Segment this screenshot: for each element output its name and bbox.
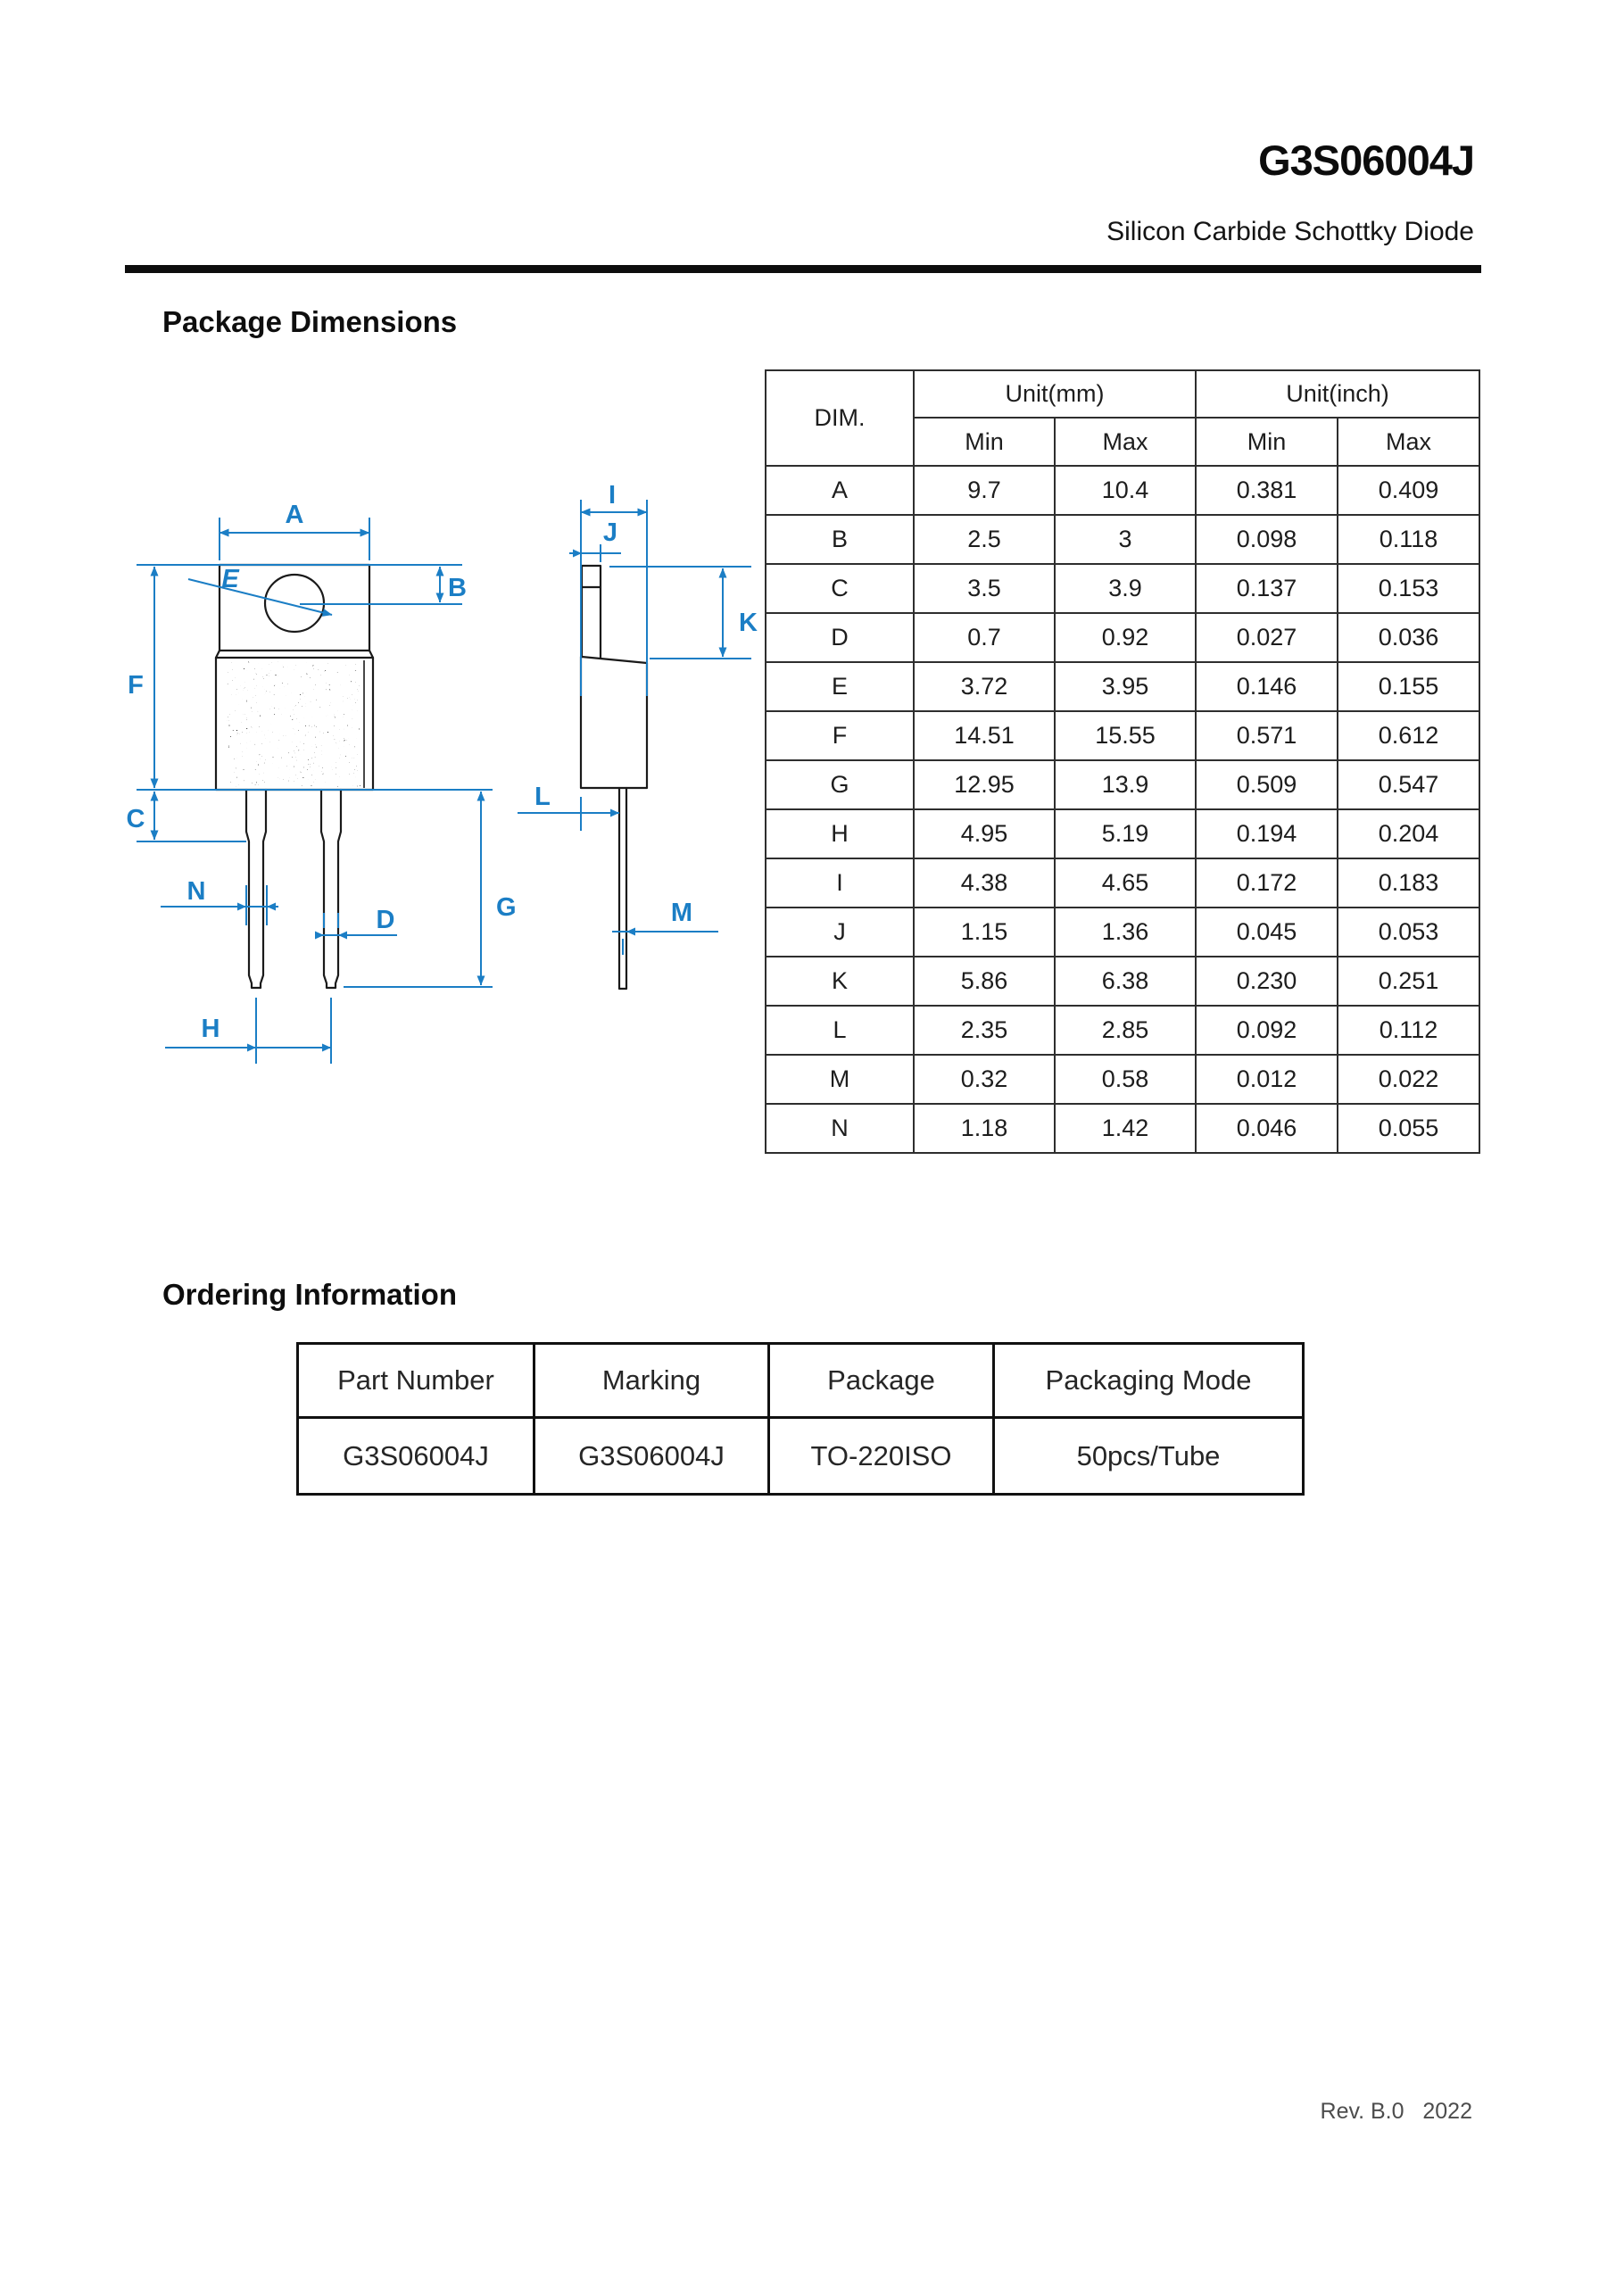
table-row (766, 809, 1479, 858)
cell-inch-max: 0.112 (1338, 1006, 1479, 1055)
table-row (766, 957, 1479, 1006)
dimensions-table (765, 369, 1480, 1154)
dim-label-j: J (602, 518, 618, 547)
dims-header-unit-mm: Unit(mm) (914, 370, 1196, 418)
cell-mm-min: 1.18 (914, 1104, 1055, 1153)
cell-inch-min: 0.012 (1196, 1055, 1338, 1104)
table-row (766, 908, 1479, 957)
cell-mm-max: 3.95 (1055, 662, 1196, 711)
dim-label-i: I (608, 482, 617, 510)
cell-inch-min: 0.137 (1196, 564, 1338, 613)
cell-inch-max: 0.036 (1338, 613, 1479, 662)
table-row (766, 1055, 1479, 1104)
cell-mm-min: 1.15 (914, 908, 1055, 957)
table-row (766, 858, 1479, 908)
ordering-header-part-number: Part Number (298, 1344, 534, 1418)
dims-header-mm-min: Min (914, 418, 1055, 466)
table-row (298, 1418, 1304, 1495)
dims-header-unit-inch: Unit(inch) (1196, 370, 1479, 418)
header-divider (125, 265, 1481, 273)
cell-dim: B (766, 515, 914, 564)
footer-revision: Rev. B.0 2022 (1320, 2099, 1472, 2124)
table-row (766, 1104, 1479, 1153)
cell-inch-min: 0.092 (1196, 1006, 1338, 1055)
ordering-table (296, 1342, 1305, 1496)
cell-mm-min: 3.5 (914, 564, 1055, 613)
cell-inch-max: 0.612 (1338, 711, 1479, 760)
cell-dim: M (766, 1055, 914, 1104)
cell-inch-max: 0.022 (1338, 1055, 1479, 1104)
cell-dim: F (766, 711, 914, 760)
cell-mm-max: 1.42 (1055, 1104, 1196, 1153)
table-row (766, 515, 1479, 564)
cell-mm-max: 3.9 (1055, 564, 1196, 613)
cell-mm-min: 9.7 (914, 466, 1055, 515)
cell-inch-max: 0.547 (1338, 760, 1479, 809)
package-outline-drawing (125, 482, 785, 1071)
cell-mm-max: 10.4 (1055, 466, 1196, 515)
cell-packaging-mode: 50pcs/Tube (994, 1418, 1304, 1495)
side-view-dimensions (518, 482, 758, 955)
cell-mm-min: 14.51 (914, 711, 1055, 760)
ordering-header-row (298, 1344, 1304, 1418)
cell-inch-min: 0.194 (1196, 809, 1338, 858)
dims-header-inch-min: Min (1196, 418, 1338, 466)
cell-mm-max: 5.19 (1055, 809, 1196, 858)
cell-dim: I (766, 858, 914, 908)
cell-mm-max: 13.9 (1055, 760, 1196, 809)
cell-mm-max: 15.55 (1055, 711, 1196, 760)
ordering-header-packaging-mode: Packaging Mode (994, 1344, 1304, 1418)
cell-inch-min: 0.172 (1196, 858, 1338, 908)
table-row (766, 711, 1479, 760)
cell-mm-max: 6.38 (1055, 957, 1196, 1006)
cell-inch-max: 0.055 (1338, 1104, 1479, 1153)
cell-dim: C (766, 564, 914, 613)
dims-header-mm-max: Max (1055, 418, 1196, 466)
dim-label-f: F (128, 671, 144, 700)
dim-label-k: K (739, 609, 758, 637)
cell-dim: A (766, 466, 914, 515)
cell-mm-min: 2.35 (914, 1006, 1055, 1055)
tab-body-bevel (216, 651, 373, 658)
side-body (581, 657, 647, 788)
cell-inch-min: 0.230 (1196, 957, 1338, 1006)
cell-dim: L (766, 1006, 914, 1055)
dims-header-inch-max: Max (1338, 418, 1479, 466)
side-view (581, 566, 647, 989)
cell-dim: J (766, 908, 914, 957)
page-title: G3S06004J (1258, 137, 1474, 184)
cell-package: TO-220ISO (769, 1418, 994, 1495)
cell-mm-min: 0.7 (914, 613, 1055, 662)
dim-label-e: E (221, 565, 239, 593)
dim-label-l: L (534, 783, 551, 811)
cell-inch-max: 0.053 (1338, 908, 1479, 957)
dim-label-a: A (285, 501, 304, 529)
section-title-ordering-information: Ordering Information (162, 1278, 457, 1311)
table-row (766, 662, 1479, 711)
side-lead (619, 788, 626, 989)
cell-mm-min: 12.95 (914, 760, 1055, 809)
table-row (766, 613, 1479, 662)
cell-dim: D (766, 613, 914, 662)
cell-inch-min: 0.046 (1196, 1104, 1338, 1153)
cell-dim: K (766, 957, 914, 1006)
dims-header-row-units (766, 370, 1479, 418)
cell-mm-max: 3 (1055, 515, 1196, 564)
dim-label-d: D (376, 906, 395, 934)
cell-mm-min: 2.5 (914, 515, 1055, 564)
cell-inch-max: 0.251 (1338, 957, 1479, 1006)
side-tab (582, 566, 601, 658)
dim-label-c: C (126, 805, 145, 833)
dim-label-m: M (670, 899, 693, 927)
cell-dim: N (766, 1104, 914, 1153)
dim-label-g: G (496, 893, 517, 922)
cell-mm-max: 1.36 (1055, 908, 1196, 957)
dim-label-b: B (448, 574, 467, 602)
cell-dim: H (766, 809, 914, 858)
cell-inch-min: 0.098 (1196, 515, 1338, 564)
cell-marking: G3S06004J (534, 1418, 769, 1495)
cell-dim: G (766, 760, 914, 809)
cell-mm-min: 0.32 (914, 1055, 1055, 1104)
right-lead (321, 790, 341, 988)
cell-part-number: G3S06004J (298, 1418, 534, 1495)
cell-inch-min: 0.571 (1196, 711, 1338, 760)
ordering-header-marking: Marking (534, 1344, 769, 1418)
table-row (766, 1006, 1479, 1055)
ordering-header-package: Package (769, 1344, 994, 1418)
dim-label-n: N (186, 877, 206, 906)
cell-mm-min: 3.72 (914, 662, 1055, 711)
cell-inch-max: 0.409 (1338, 466, 1479, 515)
cell-inch-max: 0.153 (1338, 564, 1479, 613)
cell-mm-max: 2.85 (1055, 1006, 1196, 1055)
cell-inch-min: 0.045 (1196, 908, 1338, 957)
cell-mm-min: 5.86 (914, 957, 1055, 1006)
cell-mm-max: 0.92 (1055, 613, 1196, 662)
cell-mm-min: 4.38 (914, 858, 1055, 908)
front-view (216, 565, 373, 988)
cell-inch-min: 0.027 (1196, 613, 1338, 662)
cell-inch-min: 0.509 (1196, 760, 1338, 809)
table-row (766, 760, 1479, 809)
cell-dim: E (766, 662, 914, 711)
cell-inch-max: 0.118 (1338, 515, 1479, 564)
dims-header-dim: DIM. (766, 370, 914, 466)
cell-mm-min: 4.95 (914, 809, 1055, 858)
dim-label-h: H (201, 1015, 220, 1043)
cell-inch-max: 0.204 (1338, 809, 1479, 858)
cell-inch-min: 0.146 (1196, 662, 1338, 711)
cell-mm-max: 0.58 (1055, 1055, 1196, 1104)
left-lead (246, 790, 266, 988)
cell-mm-max: 4.65 (1055, 858, 1196, 908)
cell-inch-max: 0.183 (1338, 858, 1479, 908)
table-row (766, 466, 1479, 515)
table-row (766, 564, 1479, 613)
section-title-package-dimensions: Package Dimensions (162, 305, 458, 338)
page-subtitle: Silicon Carbide Schottky Diode (1106, 217, 1474, 246)
cell-inch-max: 0.155 (1338, 662, 1479, 711)
cell-inch-min: 0.381 (1196, 466, 1338, 515)
